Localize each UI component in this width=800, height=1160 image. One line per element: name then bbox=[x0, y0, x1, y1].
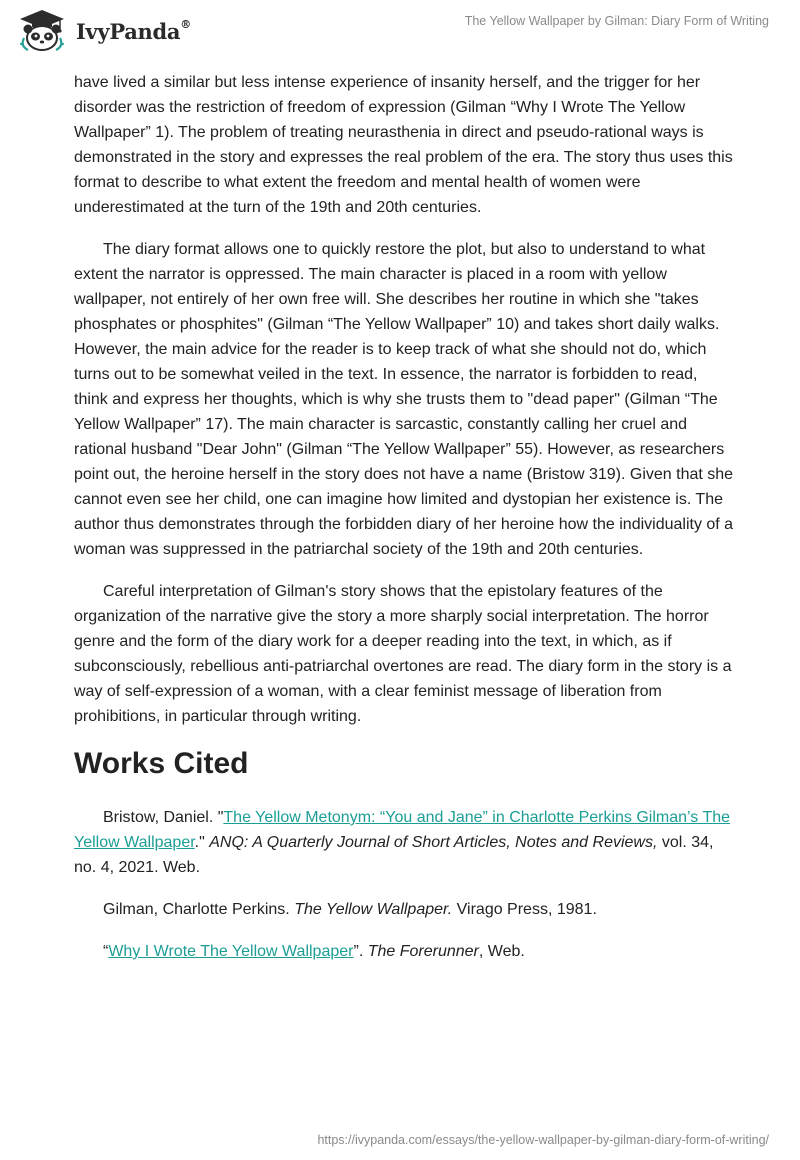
works-cited-heading: Works Cited bbox=[74, 747, 249, 780]
citation-bristow bbox=[74, 805, 734, 880]
citation-text: ." bbox=[194, 834, 210, 851]
journal-title: ANQ: A Quarterly Journal of Short Articles, Notes and Reviews, bbox=[209, 834, 658, 851]
page-header bbox=[0, 0, 800, 60]
logo-text: IvyPanda bbox=[76, 18, 181, 44]
source-url[interactable]: https://ivypanda.com/essays/the-yellow-wallpaper-by-gilman-diary-form-of-writing/ bbox=[317, 1133, 769, 1147]
citation-text: , Web. bbox=[478, 943, 525, 960]
citation-gilman-essay bbox=[74, 939, 734, 964]
citation-text: “ bbox=[103, 943, 109, 960]
panda-mascot-icon bbox=[14, 8, 70, 52]
paragraph: have lived a similar but less intense experience of insanity herself, and the trigger for her disorder was the restriction of freedom of expression (Gilman “Why I Wrote The Yellow Wallpaper” 1). The problem of treating neurasthenia in direct and pseudo-rational ways is demonstrated in the story and expresses the real problem of the era. The story thus uses this format to describe to what extent the freedom and mental health of women were underestimated at the turn of the 19th and 20th centuries. bbox=[74, 74, 733, 216]
why-i-wrote-link[interactable]: Why I Wrote The Yellow Wallpaper bbox=[108, 943, 354, 960]
citation-gilman-book bbox=[74, 897, 734, 922]
journal-title: The Forerunner bbox=[367, 943, 479, 960]
paragraph: The diary format allows one to quickly restore the plot, but also to understand to what extent the narrator is oppressed. The main character is placed in a room with yellow wallpaper, not entirely of her own free will. She describes her routine in which she "takes phosphates or phosphites" (Gilman “The Yellow Wallpaper” 10) and takes short daily walks. However, the main advice for the reader is to keep track of what she should not do, which turns out to be somewhat veiled in the text. In essence, the narrator is forbidden to read, think and express her thoughts, which is why she trusts them to "dead paper" (Gilman “The Yellow Wallpaper” 17). The main character is sarcastic, constantly calling her cruel and rational husband "Dear John" (Gilman “The Yellow Wallpaper” 55). However, as researchers point out, the heroine herself in the story does not have a name (Bristow 319). Given that she cannot even see her child, one can imagine how limited and dystopian her existence is. The author thus demonstrates through the forbidden diary of her heroine how the individuality of a woman was suppressed in the patriarchal society of the 19th and 20th centuries. bbox=[74, 241, 734, 558]
citation-text: Gilman, Charlotte Perkins. bbox=[103, 901, 295, 918]
citation-text: Virago Press, 1981. bbox=[452, 901, 597, 918]
citation-text: ”. bbox=[353, 943, 368, 960]
page-title: The Yellow Wallpaper by Gilman: Diary Form of Writing bbox=[464, 14, 769, 28]
book-title: The Yellow Wallpaper. bbox=[294, 901, 453, 918]
citation-text: vol. 34, no. 4, 2021. Web. bbox=[74, 834, 714, 876]
citation-text: Bristow, Daniel. " bbox=[103, 809, 224, 826]
logo-wordmark bbox=[76, 19, 191, 44]
registered-mark: ® bbox=[180, 17, 191, 31]
ivypanda-logo[interactable] bbox=[14, 8, 191, 52]
essay-content bbox=[74, 70, 734, 981]
paragraph: Careful interpretation of Gilman's story shows that the epistolary features of the organization of the narrative give the story a more sharply social interpretation. The horror genre and the form of the diary work for a deeper reading into the text, in which, as if subconsciously, rebellious anti-patriarchal overtones are read. The diary form in the story is a way of self-expression of a woman, with a clear feminist message of liberation from prohibitions, in particular through writing. bbox=[74, 583, 732, 725]
bristow-article-link[interactable]: The Yellow Metonym: “You and Jane” in Charlotte Perkins Gilman’s The Yellow Wallpaper bbox=[74, 809, 731, 851]
